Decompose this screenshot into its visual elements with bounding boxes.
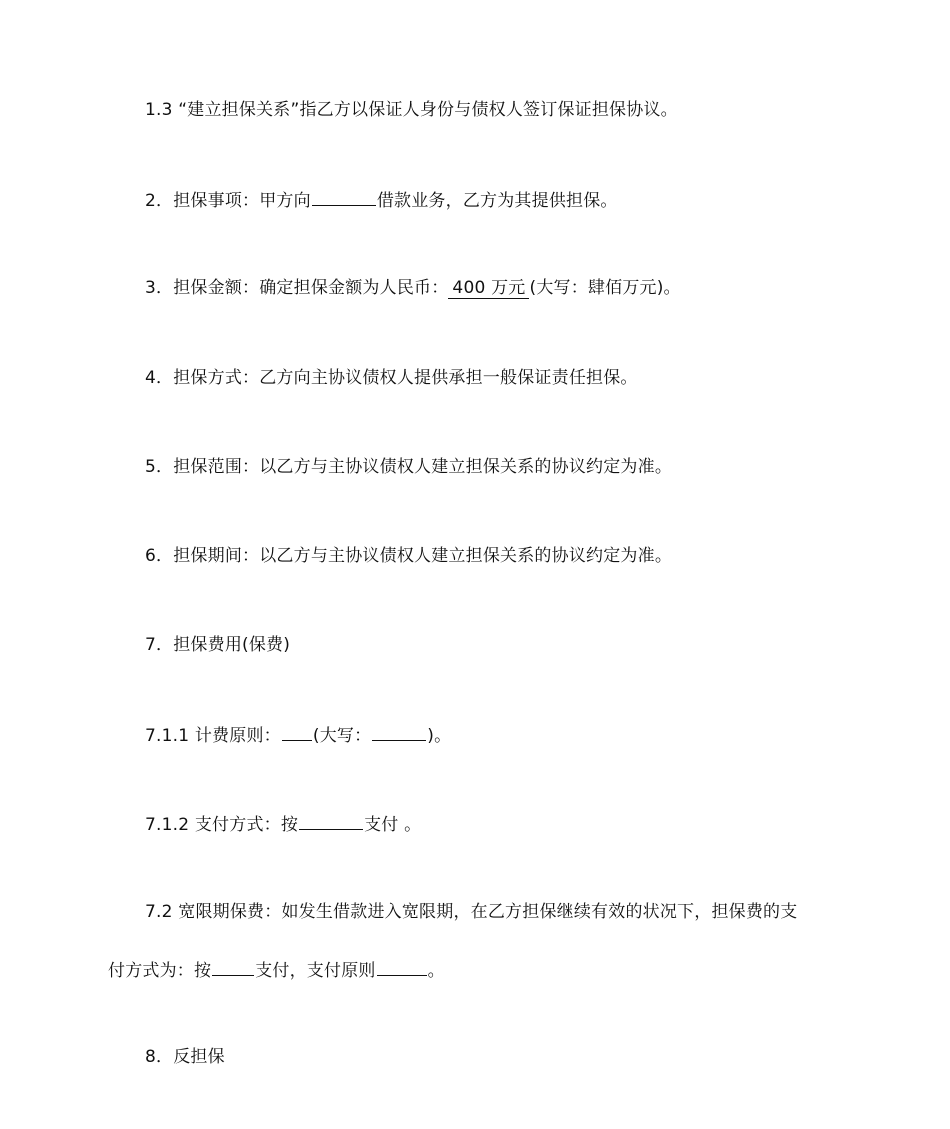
clause-7-1-2 (145, 811, 421, 837)
blank-field (377, 957, 427, 976)
clause-3 (145, 276, 681, 300)
guarantee-amount: 400 万元 (448, 278, 529, 299)
blank-field (282, 722, 312, 741)
clause-4-text: 4．担保方式：乙方向主协议债权人提供承担一般保证责任担保。 (145, 368, 638, 388)
clause-7-2-line-2 (108, 957, 445, 983)
clause-6 (145, 544, 672, 568)
clause-7-2-line-1 (145, 900, 797, 924)
clause-7-1-2-text-start: 7.1.2 支付方式：按 (145, 815, 299, 835)
clause-5 (145, 455, 672, 479)
clause-7-2-text-start: 付方式为：按 (108, 961, 212, 981)
blank-field (299, 811, 363, 830)
blank-field (212, 957, 254, 976)
blank-field (372, 722, 426, 741)
clause-2-text-start: 2．担保事项：甲方向 (145, 191, 311, 211)
blank-field (312, 187, 376, 206)
clause-1-3-text: 1.3 “建立担保关系”指乙方以保证人身份与债权人签订保证担保协议。 (145, 100, 678, 120)
clause-7-2-text-end: 。 (427, 961, 445, 981)
clause-3-text-end: (大写：肆佰万元)。 (529, 278, 681, 298)
clause-7-2-text-mid: 支付，支付原则 (255, 961, 376, 981)
clause-7-1-1 (145, 722, 451, 748)
clause-1-3 (145, 98, 678, 122)
clause-6-text: 6．担保期间：以乙方与主协议债权人建立担保关系的协议约定为准。 (145, 546, 673, 566)
clause-7-2-text: 7.2 宽限期保费：如发生借款进入宽限期，在乙方担保继续有效的状况下，担保费的支 (145, 902, 798, 922)
clause-8 (145, 1045, 225, 1069)
clause-7 (145, 633, 290, 657)
clause-5-text: 5．担保范围：以乙方与主协议债权人建立担保关系的协议约定为准。 (145, 457, 673, 477)
clause-7-1-1-text-mid: (大写： (312, 726, 372, 746)
clause-2-text-end: 借款业务，乙方为其提供担保。 (376, 191, 618, 211)
clause-2 (145, 187, 618, 213)
clause-7-1-2-text-end: 支付 。 (364, 815, 422, 835)
clause-8-text: 8．反担保 (145, 1047, 225, 1067)
clause-7-text: 7．担保费用(保费) (145, 635, 291, 655)
clause-7-1-1-text-start: 7.1.1 计费原则： (145, 726, 281, 746)
clause-3-text-start: 3．担保金额：确定担保金额为人民币： (145, 278, 449, 298)
clause-4 (145, 366, 638, 390)
clause-7-1-1-text-end: )。 (427, 726, 452, 746)
